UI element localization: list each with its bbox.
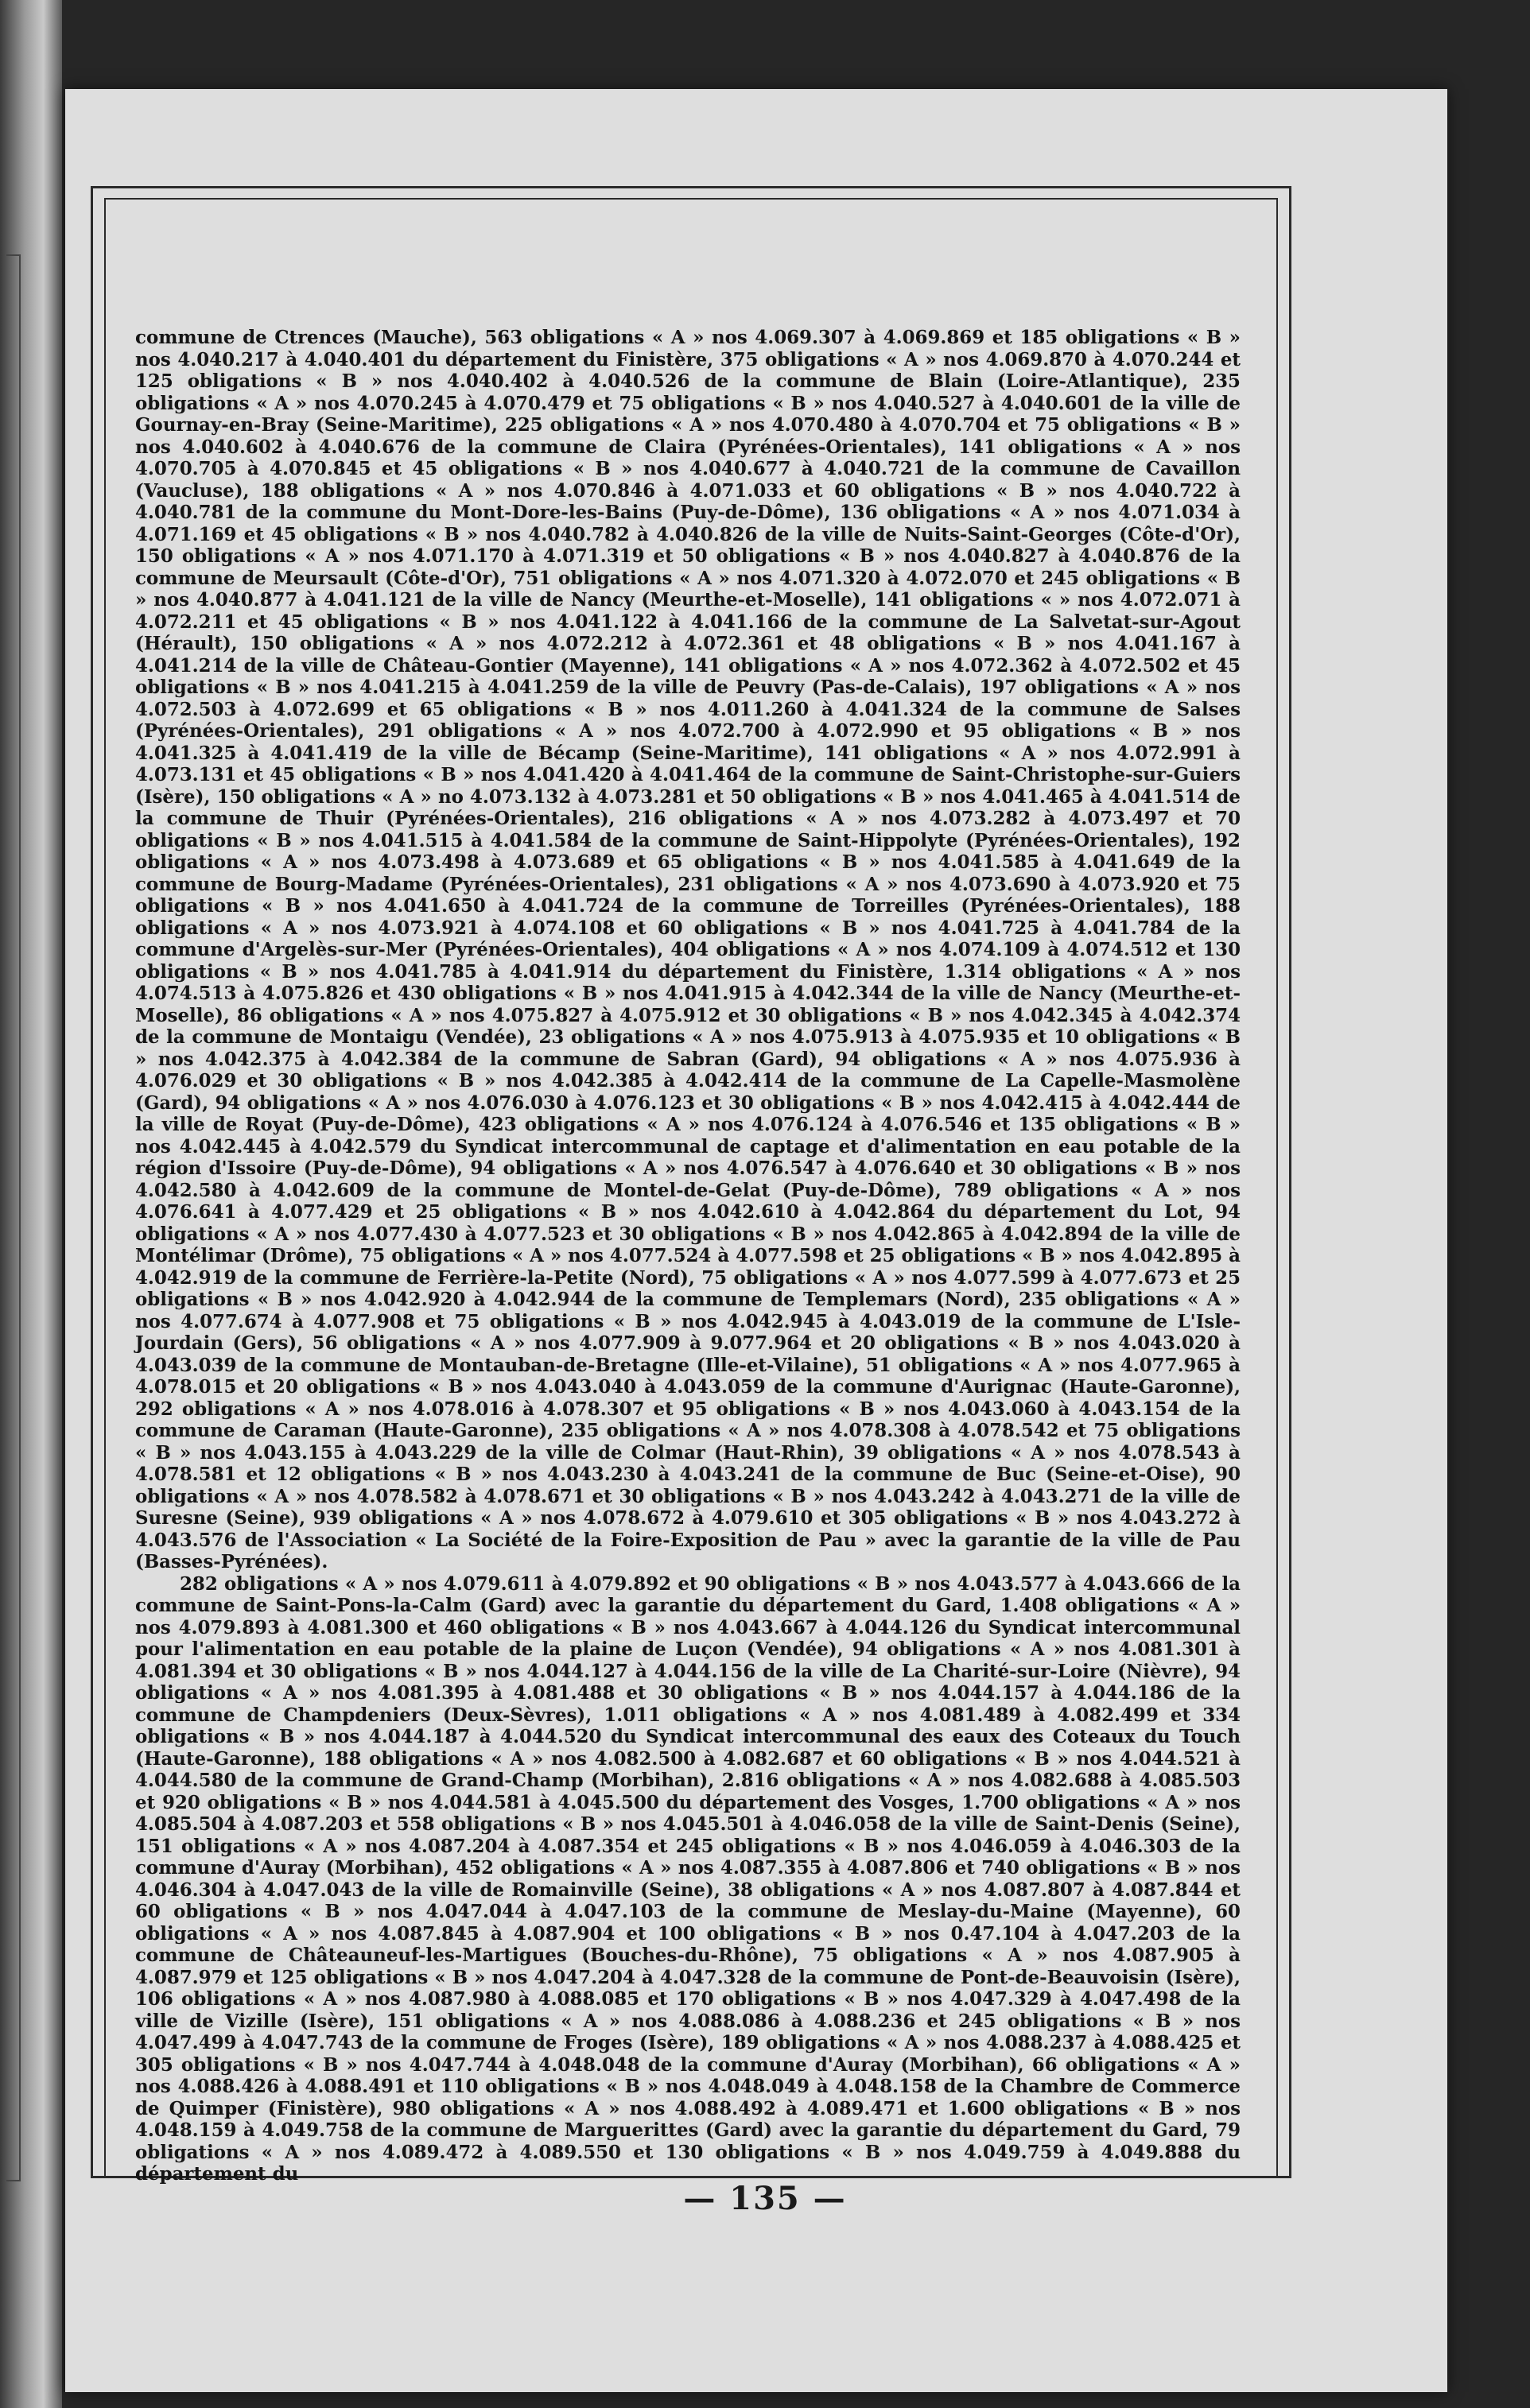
previous-page-border xyxy=(6,254,21,2181)
paragraph-1: commune de Ctrences (Mauche), 563 obligations « A » nos 4.069.307 à 4.069.869 et 185 obligations « B » nos 4.040.217 à 4.040.401 du département du Finistère, 375 obligations « A » nos 4.069.870 à 4.070.244 et 125 obligations « B » nos 4.040.402 à 4.040.526 de la commune de Blain (Loire-Atlantique), 235 obligations « A » nos 4.070.245 à 4.070.479 et 75 obligations « B » nos 4.040.527 à 4.040.601 de la ville de Gournay-en-Bray (Seine-Maritime), 225 obligations « A » nos 4.070.480 à 4.070.704 et 75 obligations « B » nos 4.040.602 à 4.040.676 de la commune de Claira (Pyrénées-Orientales), 141 obligations « A » nos 4.070.705 à 4.070.845 et 45 obligations « B » nos 4.040.677 à 4.040.721 de la commune de Cavaillon (Vaucluse), 188 obligations « A » nos 4.070.846 à 4.071.033 et 60 obligations « B » nos 4.040.722 à 4.040.781 de la commune du Mont-Dore-les-Bains (Puy-de-Dôme), 136 obligations « A » nos 4.071.034 à 4.071.169 et 45 obligations « B » nos 4.040.782 à 4.040.826 de la ville de Nuits-Saint-Georges (Côte-d'Or), 150 obligations « A » nos 4.071.170 à 4.071.319 et 50 obligations « B » nos 4.040.827 à 4.040.876 de la commune de Meursault (Côte-d'Or), 751 obligations « A » nos 4.071.320 à 4.072.070 et 245 obligations « B » nos 4.040.877 à 4.041.121 de la ville de Nancy (Meurthe-et-Moselle), 141 obligations « » nos 4.072.071 à 4.072.211 et 45 obligations « B » nos 4.041.122 à 4.041.166 de la commune de La Salvetat-sur-Agout (Hérault), 150 obligations « A » nos 4.072.212 à 4.072.361 et 48 obligations « B » nos 4.041.167 à 4.041.214 de la ville de Château-Gontier (Mayenne), 141 obligations « A » nos 4.072.362 à 4.072.502 et 45 obligations « B » nos 4.041.215 à 4.041.259 de la ville de Peuvry (Pas-de-Calais), 197 obligations « A » nos 4.072.503 à 4.072.699 et 65 obligations « B » nos 4.011.260 à 4.041.324 de la commune de Salses (Pyrénées-Orientales), 291 obligations « A » nos 4.072.700 à 4.072.990 et 95 obligations « B » nos 4.041.325 à 4.041.419 de la ville de Bécamp (Seine-Maritime), 141 obligations « A » nos 4.072.991 à 4.073.131 et 45 obligations « B » nos 4.041.420 à 4.041.464 de la commune de Saint-Christophe-sur-Guiers (Isère), 150 obligations « A » no 4.073.132 à 4.073.281 et 50 obligations « B » nos 4.041.465 à 4.041.514 de la commune de Thuir (Pyrénées-Orientales), 216 obligations « A » nos 4.073.282 à 4.073.497 et 70 obligations « B » nos 4.041.515 à 4.041.584 de la commune de Saint-Hippolyte (Pyrénées-Orientales), 192 obligations « A » nos 4.073.498 à 4.073.689 et 65 obligations « B » nos 4.041.585 à 4.041.649 de la commune de Bourg-Madame (Pyrénées-Orientales), 231 obligations « A » nos 4.073.690 à 4.073.920 et 75 obligations « B » nos 4.041.650 à 4.041.724 de la commune de Torreilles (Pyrénées-Orientales), 188 obligations « A » nos 4.073.921 à 4.074.108 et 60 obligations « B » nos 4.041.725 à 4.041.784 de la commune d'Argelès-sur-Mer (Pyrénées-Orientales), 404 obligations « A » nos 4.074.109 à 4.074.512 et 130 obligations « B » nos 4.041.785 à 4.041.914 du département du Finistère, 1.314 obligations « A » nos 4.074.513 à 4.075.826 et 430 obligations « B » nos 4.041.915 à 4.042.344 de la ville de Nancy (Meurthe-et-Moselle), 86 obligations « A » nos 4.075.827 à 4.075.912 et 30 obligations « B » nos 4.042.345 à 4.042.374 de la commune de Montaigu (Vendée), 23 obligations « A » nos 4.075.913 à 4.075.935 et 10 obligations « B » nos 4.042.375 à 4.042.384 de la commune de Sabran (Gard), 94 obligations « A » nos 4.075.936 à 4.076.029 et 30 obligations « B » nos 4.042.385 à 4.042.414 de la commune de La Capelle-Masmolène (Gard), 94 obligations « A » nos 4.076.030 à 4.076.123 et 30 obligations « B » nos 4.042.415 à 4.042.444 de la ville de Royat (Puy-de-Dôme), 423 obligations « A » nos 4.076.124 à 4.076.546 et 135 obligations « B » nos 4.042.445 à 4.042.579 du Syndicat intercommunal de captage et d'alimentation en eau potable de la région d'Issoire (Puy-de-Dôme), 94 obligations « A » nos 4.076.547 à 4.076.640 et 30 obligations « B » nos 4.042.580 à 4.042.609 de la commune de Montel-de-Gelat (Puy-de-Dôme), 789 obligations « A » nos 4.076.641 à 4.077.429 et 25 obligations « B » nos 4.042.610 à 4.042.864 du département du Lot, 94 obligations « A » nos 4.077.430 à 4.077.523 et 30 obligations « B » nos 4.042.865 à 4.042.894 de la ville de Montélimar (Drôme), 75 obligations « A » nos 4.077.524 à 4.077.598 et 25 obligations « B » nos 4.042.895 à 4.042.919 de la commune de Ferrière-la-Petite (Nord), 75 obligations « A » nos 4.077.599 à 4.077.673 et 25 obligations « B » nos 4.042.920 à 4.042.944 de la commune de Templemars (Nord), 235 obligations « A » nos 4.077.674 à 4.077.908 et 75 obligations « B » nos 4.042.945 à 4.043.019 de la commune de L'Isle-Jourdain (Gers), 56 obligations « A » nos 4.077.909 à 9.077.964 et 20 obligations « B » nos 4.043.020 à 4.043.039 de la commune de Montauban-de-Bretagne (Ille-et-Vilaine), 51 obligations « A » nos 4.077.965 à 4.078.015 et 20 obligations « B » nos 4.043.040 à 4.043.059 de la commune d'Aurignac (Haute-Garonne), 292 obligations « A » nos 4.078.016 à 4.078.307 et 95 obligations « B » nos 4.043.060 à 4.043.154 de la commune de Caraman (Haute-Garonne), 235 obligations « A » nos 4.078.308 à 4.078.542 et 75 obligations « B » nos 4.043.155 à 4.043.229 de la ville de Colmar (Haut-Rhin), 39 obligations « A » nos 4.078.543 à 4.078.581 et 12 obligations « B » nos 4.043.230 à 4.043.241 de la commune de Buc (Seine-et-Oise), 90 obligations « A » nos 4.078.582 à 4.078.671 et 30 obligations « B » nos 4.043.242 à 4.043.271 de la ville de Suresne (Seine), 939 obligations « A » nos 4.078.672 à 4.079.610 et 305 obligations « B » nos 4.043.272 à 4.043.576 de l'Association « La Société de la Foire-Exposition de Pau » avec la garantie de la ville de Pau (Basses-Pyrénées). xyxy=(135,327,1241,1572)
body-text xyxy=(135,327,1241,2185)
paragraph-2: 282 obligations « A » nos 4.079.611 à 4.079.892 et 90 obligations « B » nos 4.043.577 à 4.043.666 de la commune de Saint-Pons-la-Calm (Gard) avec la garantie du département du Gard, 1.408 obligations « A » nos 4.079.893 à 4.081.300 et 460 obligations « B » nos 4.043.667 à 4.044.126 du Syndicat intercommunal pour l'alimentation en eau potable de la plaine de Luçon (Vendée), 94 obligations « A » nos 4.081.301 à 4.081.394 et 30 obligations « B » nos 4.044.127 à 4.044.156 de la ville de La Charité-sur-Loire (Nièvre), 94 obligations « A » nos 4.081.395 à 4.081.488 et 30 obligations « B » nos 4.044.157 à 4.044.186 de la commune de Champdeniers (Deux-Sèvres), 1.011 obligations « A » nos 4.081.489 à 4.082.499 et 334 obligations « B » nos 4.044.187 à 4.044.520 du Syndicat intercommunal des eaux des Coteaux du Touch (Haute-Garonne), 188 obligations « A » nos 4.082.500 à 4.082.687 et 60 obligations « B » nos 4.044.521 à 4.044.580 de la commune de Grand-Champ (Morbihan), 2.816 obligations « A » nos 4.082.688 à 4.085.503 et 920 obligations « B » nos 4.044.581 à 4.045.500 du département des Vosges, 1.700 obligations « A » nos 4.085.504 à 4.087.203 et 558 obligations « B » nos 4.045.501 à 4.046.058 de la ville de Saint-Denis (Seine), 151 obligations « A » nos 4.087.204 à 4.087.354 et 245 obligations « B » nos 4.046.059 à 4.046.303 de la commune d'Auray (Morbihan), 452 obligations « A » nos 4.087.355 à 4.087.806 et 740 obligations « B » nos 4.046.304 à 4.047.043 de la ville de Romainville (Seine), 38 obligations « A » nos 4.087.807 à 4.087.844 et 60 obligations « B » nos 4.047.044 à 4.047.103 de la commune de Meslay-du-Maine (Mayenne), 60 obligations « A » nos 4.087.845 à 4.087.904 et 100 obligations « B » nos 0.47.104 à 4.047.203 de la commune de Châteauneuf-les-Martigues (Bouches-du-Rhône), 75 obligations « A » nos 4.087.905 à 4.087.979 et 125 obligations « B » nos 4.047.204 à 4.047.328 de la commune de Pont-de-Beauvoisin (Isère), 106 obligations « A » nos 4.087.980 à 4.088.085 et 170 obligations « B » nos 4.047.329 à 4.047.498 de la ville de Vizille (Isère), 151 obligations « A » nos 4.088.086 à 4.088.236 et 245 obligations « B » nos 4.047.499 à 4.047.743 de la commune de Froges (Isère), 189 obligations « A » nos 4.088.237 à 4.088.425 et 305 obligations « B » nos 4.047.744 à 4.048.048 de la commune d'Auray (Morbihan), 66 obligations « A » nos 4.088.426 à 4.088.491 et 110 obligations « B » nos 4.048.049 à 4.048.158 de la Chambre de Commerce de Quimper (Finistère), 980 obligations « A » nos 4.088.492 à 4.089.471 et 1.600 obligations « B » nos 4.048.159 à 4.049.758 de la commune de Marguerittes (Gard) avec la garantie du département du Gard, 79 obligations « A » nos 4.089.472 à 4.089.550 et 130 obligations « B » nos 4.049.759 à 4.049.888 du département du xyxy=(135,1572,1241,2185)
page-number: — 135 — xyxy=(683,2180,847,2217)
